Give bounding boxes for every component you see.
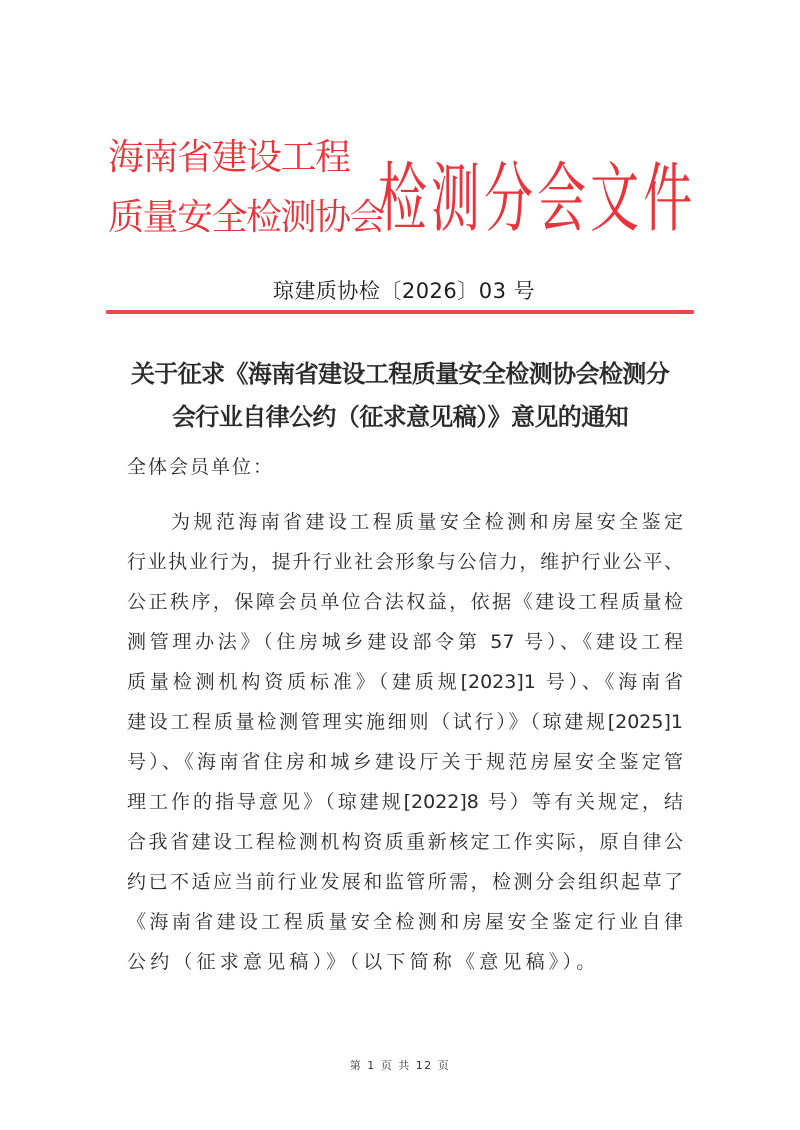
salutation: 全体会员单位：	[127, 456, 275, 478]
body-line: 行业执业行为，提升行业社会形象与公信力，维护行业公平、	[127, 551, 683, 573]
notice-title-line-1: 关于征求《海南省建设工程质量安全检测协会检测分	[130, 359, 670, 388]
red-header-divider	[106, 310, 694, 314]
body-line: 号）、《海南省住房和城乡建设厅关于规范房屋安全鉴定管	[127, 751, 683, 773]
body-line: 约已不适应当前行业发展和监管所需，检测分会组织起草了	[127, 871, 683, 893]
body-paragraph	[127, 502, 683, 982]
notice-title-line-2: 会行业自律公约（征求意见稿）》意见的通知	[172, 402, 628, 431]
body-line: 合我省建设工程检测机构资质重新核定工作实际，原自律公	[127, 831, 683, 853]
body-line: 质量检测机构资质标准》（建质规[2023]1 号）、《海南省	[127, 671, 683, 693]
page-number-footer: 第 1 页 共 12 页	[349, 1059, 451, 1072]
body-line: 公正秩序，保障会员单位合法权益，依据《建设工程质量检	[127, 591, 683, 613]
org-name-line-1: 海南省建设工程	[108, 137, 350, 178]
body-line: 为规范海南省建设工程质量安全检测和房屋安全鉴定	[171, 511, 683, 533]
document-number: 琼建质协检〔2026〕03 号	[272, 279, 536, 303]
org-name-line-2: 质量安全检测协会	[108, 197, 385, 238]
body-line: 测管理办法》（住房城乡建设部令第 57 号）、《建设工程	[127, 631, 683, 653]
body-line: 建设工程质量检测管理实施细则（试行）》（琼建规[2025]1	[127, 711, 683, 733]
document-type-heading: 检测分会文件	[378, 153, 697, 243]
body-line: 公约（征求意见稿）》（以下简称《意见稿》）。	[127, 951, 600, 973]
issuing-organization-name	[108, 128, 385, 248]
body-line: 《海南省建设工程质量安全检测和房屋安全鉴定行业自律	[127, 911, 683, 933]
body-line: 理工作的指导意见》（琼建规[2022]8 号）等有关规定，结	[127, 791, 683, 813]
notice-title	[110, 352, 690, 438]
